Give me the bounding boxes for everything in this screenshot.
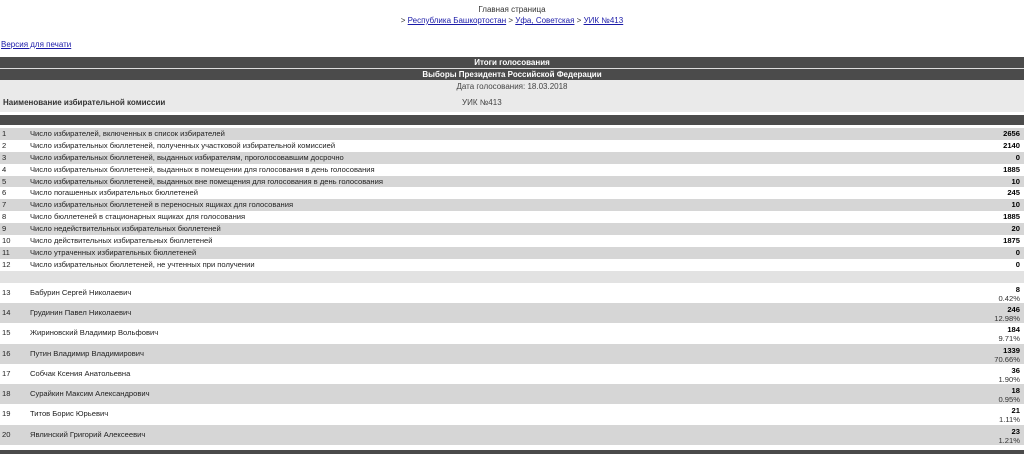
candidate-number: 20 <box>2 429 11 439</box>
table-row <box>0 223 1024 235</box>
row-value: 0 <box>1015 247 1020 257</box>
table-row <box>0 211 1024 223</box>
candidate-percent: 9.71% <box>998 334 1020 344</box>
table-row <box>0 128 1024 140</box>
results-table <box>0 57 1024 445</box>
breadcrumb-commission[interactable]: УИК №413 <box>583 16 624 25</box>
candidate-votes: 23 <box>1011 426 1020 436</box>
row-label: Число утраченных избирательных бюллетеней <box>30 247 197 257</box>
breadcrumb-separator: > <box>506 16 516 25</box>
protocol-rows <box>0 128 1024 271</box>
breadcrumb-prefix: > <box>400 16 408 25</box>
voting-date <box>0 80 1024 94</box>
candidate-votes: 184 <box>1007 325 1020 335</box>
row-value: 1875 <box>1003 236 1020 246</box>
row-label: Число избирателей, включенных в список избирателей <box>30 129 225 138</box>
breadcrumb-region[interactable]: Республика Башкортостан <box>407 16 507 25</box>
candidate-percent: 70.66% <box>994 354 1020 364</box>
candidate-number: 14 <box>2 307 11 317</box>
candidate-row <box>0 364 1024 384</box>
table-row <box>0 164 1024 176</box>
row-number: 2 <box>2 140 7 150</box>
row-number: 12 <box>2 259 11 269</box>
row-value: 2140 <box>1003 140 1020 150</box>
table-row <box>0 187 1024 199</box>
candidate-name: Титов Борис Юрьевич <box>30 409 109 419</box>
candidate-name: Сурайкин Максим Александрович <box>30 389 150 399</box>
candidate-number: 19 <box>2 409 11 419</box>
row-number: 8 <box>2 212 7 222</box>
voting-date-label: Дата голосования: <box>456 82 528 91</box>
candidate-votes: 18 <box>1011 386 1020 396</box>
row-value: 10 <box>1011 176 1020 186</box>
candidate-row <box>0 404 1024 424</box>
table-row <box>0 152 1024 164</box>
candidate-row <box>0 323 1024 343</box>
candidate-rows <box>0 283 1024 445</box>
table-row <box>0 247 1024 259</box>
table-title: Итоги голосования <box>0 57 1024 68</box>
table-row <box>0 199 1024 211</box>
commission-label: Наименование избирательной комиссии <box>3 98 166 107</box>
candidate-row <box>0 303 1024 323</box>
candidate-votes: 8 <box>1015 284 1020 294</box>
row-label: Число действительных избирательных бюллетеней <box>30 236 213 246</box>
row-label: Число избирательных бюллетеней, не учтенных при получении <box>30 259 255 269</box>
commission-value: УИК №413 <box>462 98 502 107</box>
row-number: 5 <box>2 176 7 186</box>
row-number: 7 <box>2 200 7 210</box>
table-row <box>0 259 1024 271</box>
row-value: 0 <box>1015 152 1020 162</box>
candidate-percent: 1.90% <box>998 374 1020 384</box>
row-value: 10 <box>1011 200 1020 210</box>
breadcrumb-separator: > <box>574 16 584 25</box>
row-number: 10 <box>2 236 11 246</box>
breadcrumb-district[interactable]: Уфа, Советская <box>515 16 575 25</box>
candidate-name: Бабурин Сергей Николаевич <box>30 287 132 297</box>
row-number: 6 <box>2 188 7 198</box>
candidate-name: Грудинин Павел Николаевич <box>30 307 132 317</box>
row-value: 20 <box>1011 224 1020 234</box>
candidate-name: Явлинский Григорий Алексеевич <box>30 429 146 439</box>
row-value: 245 <box>1007 188 1020 198</box>
candidate-number: 17 <box>2 368 11 378</box>
row-number: 3 <box>2 152 7 162</box>
voting-date-value: 18.03.2018 <box>527 82 568 91</box>
section-divider <box>0 115 1024 125</box>
candidate-row <box>0 344 1024 364</box>
candidate-percent: 12.98% <box>994 313 1020 323</box>
page-header <box>0 0 1024 26</box>
row-value: 2656 <box>1003 129 1020 138</box>
candidate-name: Собчак Ксения Анатольевна <box>30 368 131 378</box>
row-number: 4 <box>2 164 7 174</box>
candidate-percent: 0.42% <box>998 293 1020 303</box>
candidate-percent: 1.21% <box>998 435 1020 445</box>
candidate-number: 16 <box>2 348 11 358</box>
table-row <box>0 235 1024 247</box>
row-label: Число избирательных бюллетеней в переносных ящиках для голосования <box>30 200 294 210</box>
candidate-percent: 0.95% <box>998 395 1020 405</box>
row-value: 1885 <box>1003 164 1020 174</box>
home-link[interactable]: Главная страница <box>478 5 546 14</box>
candidate-number: 18 <box>2 389 11 399</box>
table-row <box>0 140 1024 152</box>
row-value: 1885 <box>1003 212 1020 222</box>
row-value: 0 <box>1015 259 1020 269</box>
row-label: Число недействительных избирательных бюллетеней <box>30 224 221 234</box>
candidate-votes: 1339 <box>1003 345 1020 355</box>
commission-row <box>0 94 1024 112</box>
candidate-number: 15 <box>2 328 11 338</box>
candidate-votes: 36 <box>1011 365 1020 375</box>
table-row <box>0 176 1024 188</box>
candidate-number: 13 <box>2 287 11 297</box>
candidate-votes: 246 <box>1007 304 1020 314</box>
print-version-link[interactable]: Версия для печати <box>1 40 72 49</box>
row-number: 1 <box>2 129 7 138</box>
bottom-bar <box>0 450 1024 454</box>
candidate-votes: 21 <box>1011 406 1020 416</box>
candidate-name: Жириновский Владимир Вольфович <box>30 328 159 338</box>
row-number: 9 <box>2 224 7 234</box>
candidate-row <box>0 425 1024 445</box>
row-label: Число погашенных избирательных бюллетеней <box>30 188 198 198</box>
candidate-row <box>0 283 1024 303</box>
row-label: Число бюллетеней в стационарных ящиках для голосования <box>30 212 246 222</box>
candidate-percent: 1.11% <box>999 415 1020 425</box>
candidate-name: Путин Владимир Владимирович <box>30 348 144 358</box>
row-label: Число избирательных бюллетеней, выданных в помещении для голосования в день голосования <box>30 164 375 174</box>
candidate-row <box>0 384 1024 404</box>
row-label: Число избирательных бюллетеней, выданных избирателям, проголосовавшим досрочно <box>30 152 344 162</box>
breadcrumb <box>0 15 1024 26</box>
row-label: Число избирательных бюллетеней, полученных участковой избирательной комиссией <box>30 140 336 150</box>
row-number: 11 <box>2 247 10 257</box>
section-separator <box>0 271 1024 283</box>
election-title: Выборы Президента Российской Федерации <box>0 68 1024 80</box>
row-label: Число избирательных бюллетеней, выданных вне помещения для голосования в день голосования <box>30 176 383 186</box>
